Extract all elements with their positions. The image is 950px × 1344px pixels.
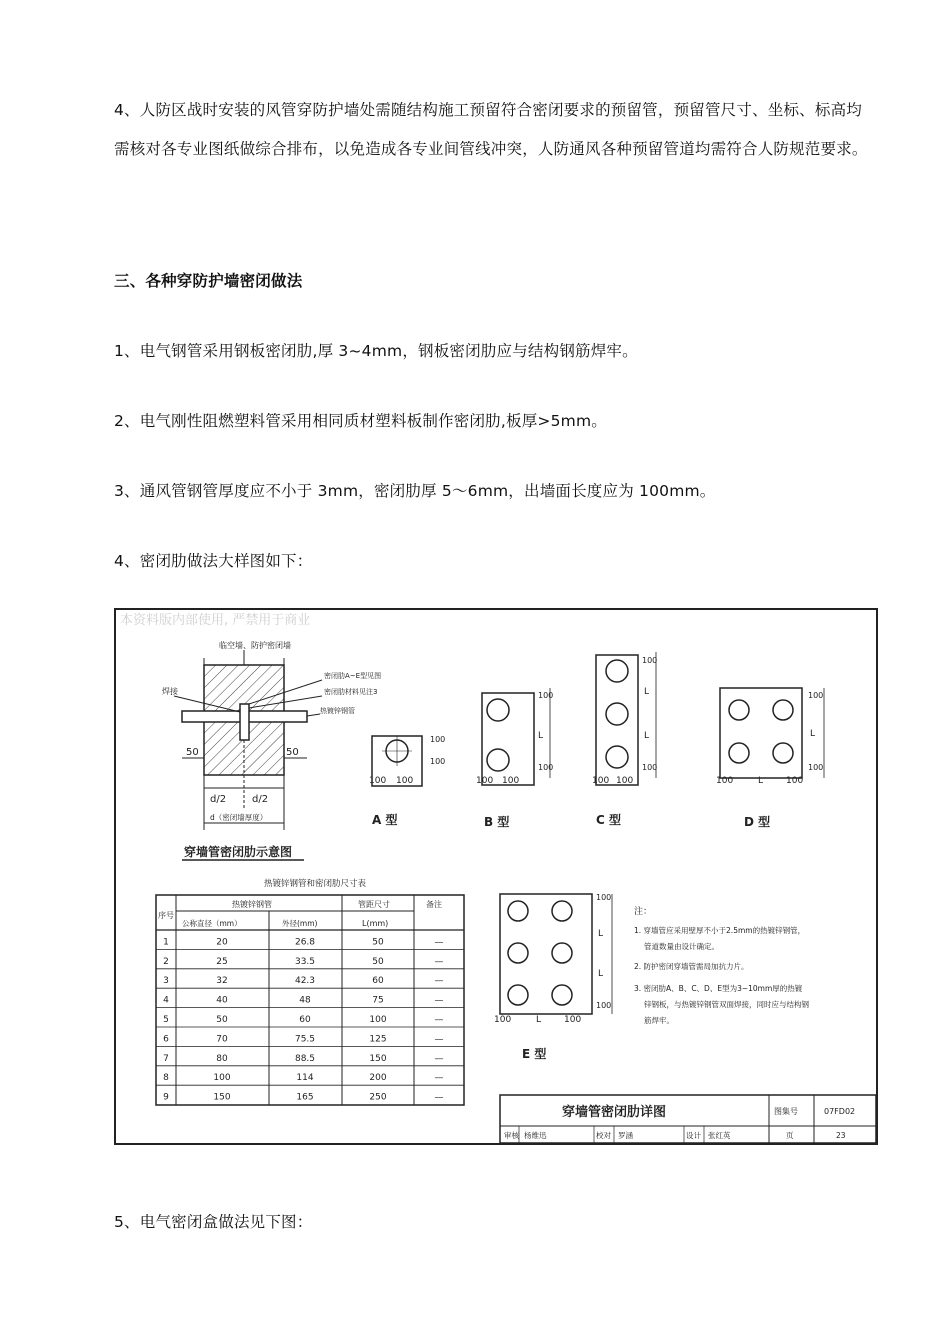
atlas-number: 07FD02 (824, 1107, 856, 1116)
note-3c: 筋焊牢。 (644, 1016, 674, 1025)
list-item-duct-thickness: 3、通风管钢管厚度应不小于 3mm，密闭肋厚 5～6mm，出墙面长度应为 100mm。 (114, 482, 716, 500)
table-cell: 25 (216, 956, 228, 967)
table-cell: — (434, 995, 444, 1006)
table-cell: 75 (372, 995, 384, 1006)
table-cell: 100 (369, 1015, 387, 1025)
table-cell: 48 (299, 995, 311, 1006)
dim-label: L (810, 729, 816, 739)
dim-wall-thickness: d（密闭墙厚度） (210, 813, 268, 822)
check-label: 校对 (596, 1131, 611, 1140)
sealing-rib-detail-drawing (114, 608, 878, 1145)
dim-label: 100 (642, 763, 658, 772)
dim-label: 100 (616, 776, 634, 786)
table-cell: 1 (163, 937, 169, 948)
table-cell: 42.3 (294, 976, 316, 987)
table-cell: 150 (369, 1053, 387, 1064)
dim-label: 100 (808, 763, 824, 772)
dim-label: 100 (430, 757, 446, 766)
note-1b: 管道数量由设计确定。 (644, 942, 719, 951)
page-label: 页 (786, 1131, 794, 1140)
table-cell: 60 (372, 976, 384, 987)
table-cell: 7 (163, 1053, 169, 1064)
table-head-pipe: 热镀锌钢管 (232, 900, 272, 909)
table-cell: 2 (163, 956, 169, 967)
dim-label: 100 (430, 735, 446, 744)
list-item-plastic-conduit: 2、电气刚性阻燃塑料管采用相同质材塑料板制作密闭肋,板厚>5mm。 (114, 412, 607, 430)
type-c-label: C 型 (596, 813, 621, 827)
table-cell: 75.5 (294, 1034, 316, 1045)
section-caption: 穿墙管密闭肋示意图 (184, 845, 293, 859)
table-cell: 50 (372, 956, 384, 967)
table-head-spacing: 管距尺寸 (358, 900, 390, 909)
table-cell: 8 (163, 1073, 169, 1084)
dim-label: 100 (642, 656, 658, 665)
watermark-text: 本资料版内部使用, 严禁用于商业 (120, 613, 311, 628)
notes-title: 注： (634, 907, 653, 917)
section-heading-wall-sealing: 三、各种穿防护墙密闭做法 (114, 272, 303, 290)
table-cell: 6 (163, 1034, 169, 1045)
dim-d-half-left: d/2 (210, 794, 227, 805)
note-2: 2. 防护密闭穿墙管需局加抗力片。 (634, 962, 749, 971)
dim-label: 100 (716, 776, 734, 786)
checker-name: 罗涵 (618, 1131, 633, 1140)
table-cell: — (434, 1073, 444, 1084)
table-head-note: 备注 (426, 900, 442, 909)
type-e-label: E 型 (522, 1047, 547, 1061)
sealing-rib-plate (240, 704, 249, 740)
table-head-outer: 外径(mm) (282, 919, 318, 928)
review-label: 审核 (504, 1131, 519, 1140)
atlas-label: 图集号 (774, 1107, 798, 1116)
note-3a: 3. 密闭肋A、B、C、D、E型为3~10mm厚的热镀 (634, 984, 803, 993)
dim-label: L (538, 731, 544, 741)
type-d-label: D 型 (744, 815, 771, 829)
note-1a: 1. 穿墙管应采用壁厚不小于2.5mm的热镀锌钢管， (634, 926, 806, 935)
table-cell: — (434, 956, 444, 967)
label-weld: 焊接 (162, 687, 178, 696)
table-cell: 9 (163, 1092, 169, 1103)
table-cell: 60 (299, 1015, 311, 1025)
dim-label: 100 (538, 763, 554, 772)
table-cell: — (434, 976, 444, 987)
list-item-detail-drawing: 4、密闭肋做法大样图如下： (114, 552, 313, 570)
reviewer-name: 杨维迅 (524, 1131, 547, 1140)
label-wall-type: 临空墙、防护密闭墙 (219, 641, 291, 650)
table-cell: 100 (213, 1073, 231, 1084)
list-item-steel-conduit: 1、电气钢管采用钢板密闭肋,厚 3~4mm，钢板密闭肋应与结构钢筋焊牢。 (114, 342, 638, 360)
table-cell: 150 (213, 1092, 231, 1103)
dim-label: 100 (538, 691, 554, 700)
dim-label: 100 (808, 691, 824, 700)
dim-label: 100 (369, 776, 387, 786)
table-cell: 40 (216, 995, 228, 1006)
table-cell: 70 (216, 1034, 228, 1045)
note-3b: 锌钢板，与热镀锌钢管双面焊接，同时应与结构钢 (644, 1000, 809, 1009)
dim-label: 100 (596, 893, 612, 902)
page-number: 23 (836, 1131, 846, 1140)
list-item-sealing-box: 5、电气密闭盒做法见下图： (114, 1213, 313, 1231)
dim-label: 100 (502, 776, 520, 786)
table-head-L: L(mm) (362, 919, 389, 928)
dim-label: L (644, 731, 650, 741)
table-cell: — (434, 1053, 444, 1064)
dim-label: 100 (592, 776, 610, 786)
table-cell: 125 (369, 1034, 387, 1045)
table-cell: 4 (163, 995, 169, 1006)
dim-50-left: 50 (186, 747, 199, 758)
dim-label: 100 (786, 776, 804, 786)
table-title: 热镀锌钢管和密闭肋尺寸表 (264, 879, 367, 889)
designer-name: 张红英 (708, 1131, 731, 1140)
dim-label: 100 (564, 1015, 582, 1025)
table-head-no: 序号 (158, 911, 174, 920)
table-cell: 80 (216, 1053, 228, 1064)
type-a-label: A 型 (372, 813, 398, 827)
dim-label: L (644, 687, 650, 697)
table-cell: 200 (369, 1073, 387, 1084)
label-rib-material: 密闭肋材料见注3 (324, 688, 378, 696)
dim-label: 100 (596, 1001, 612, 1010)
table-cell: 33.5 (294, 956, 316, 967)
table-cell: — (434, 1092, 444, 1103)
table-cell: 114 (296, 1073, 314, 1084)
dim-label: L (598, 929, 604, 939)
dim-label: L (598, 969, 604, 979)
table-cell: 250 (369, 1092, 387, 1103)
drawing-title: 穿墙管密闭肋详图 (562, 1105, 667, 1120)
dim-50-right: 50 (286, 747, 299, 758)
dim-label: 100 (476, 776, 494, 786)
table-head-nominal: 公称直径（mm） (182, 919, 242, 928)
dim-label: L (758, 776, 764, 786)
type-b-label: B 型 (484, 815, 510, 829)
table-cell: 88.5 (294, 1053, 316, 1064)
paragraph-ventilation-duct: 4、人防区战时安装的风管穿防护墙处需随结构施工预留符合密闭要求的预留管，预留管尺寸、坐标、标高均需核对各专业图纸做综合排布，以免造成各专业间管线冲突，人防通风各种预留管道均需符合人防规范要求。 (114, 101, 868, 158)
table-cell: 20 (216, 937, 228, 948)
table-cell: 165 (296, 1092, 314, 1103)
table-cell: — (434, 1015, 444, 1025)
label-rib-type: 密闭肋A~E型见图 (324, 672, 382, 680)
label-galvanized-pipe: 热镀锌钢管 (320, 707, 355, 715)
table-cell: 32 (216, 976, 228, 987)
dim-label: 100 (396, 776, 414, 786)
dim-label: L (536, 1015, 542, 1025)
table-cell: 50 (216, 1015, 228, 1025)
dim-label: 100 (494, 1015, 512, 1025)
table-cell: 3 (163, 976, 169, 987)
dim-d-half-right: d/2 (252, 794, 269, 805)
table-cell: — (434, 937, 444, 948)
table-cell: 26.8 (294, 937, 316, 948)
table-cell: 50 (372, 937, 384, 948)
table-cell: — (434, 1034, 444, 1045)
table-cell: 5 (163, 1015, 169, 1025)
design-label: 设计 (686, 1131, 701, 1140)
